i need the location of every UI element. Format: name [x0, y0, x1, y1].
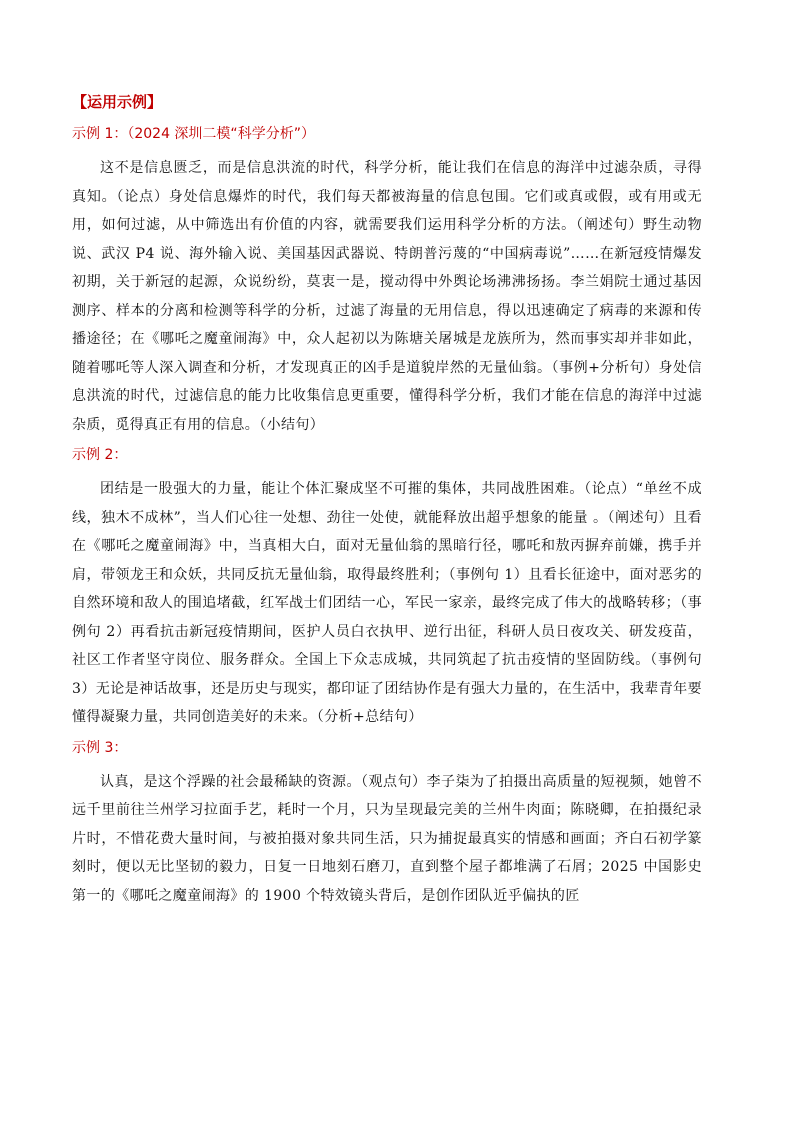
example-2-body: 团结是一股强大的力量，能让个体汇聚成坚不可摧的集体，共同战胜困难。（论点）“单丝不成线，独木不成林”，当人们心往一处想、劲往一处使，就能释放出超乎想象的能量 。（阐述句）且看在《哪吒之魔童闹海》中，当真相大白，面对无量仙翁的黑暗行径，哪吒和敖丙摒弃前嫌，携手并肩，带领龙王和众妖，共同反抗无量仙翁，取得最终胜利；（事例句 1）且看长征途中，面对恶劣的自然环境和敌人的围追堵截，红军战士们团结一心，军民一家亲，最终完成了伟大的战略转移；（事例句 2）再看抗击新冠疫情期间，医护人员白衣执甲、逆行出征，科研人员日夜攻关、研发疫苗，社区工作者坚守岗位、服务群众。全国上下众志成城，共同筑起了抗击疫情的坚固防线。（事例句 3）无论是神话故事，还是历史与现实，都印证了团结协作是有强大力量的，在生活中，我辈青年要懂得凝聚力量，共同创造美好的未来。（分析+总结句）: [72, 481, 702, 725]
example-3-heading: 示例 3：: [72, 739, 128, 756]
example-1-body: 这不是信息匮乏，而是信息洪流的时代，科学分析，能让我们在信息的海洋中过滤杂质，寻得真知。（论点）身处信息爆炸的时代，我们每天都被海量的信息包围。它们或真或假，或有用或无用，如何过滤，从中筛选出有价值的内容，就需要我们运用科学分析的方法。（阐述句）野生动物说、武汉 P4 说、海外输入说、美国基因武器说、特朗普污蔑的“中国病毒说”……在新冠疫情爆发初期，关于新冠的起源，众说纷纷，莫衷一是，搅动得中外舆论场沸沸扬扬。李兰娟院士通过基因测序、样本的分离和检测等科学的分析，过滤了海量的无用信息，得以迅速确定了病毒的来源和传播途径；在《哪吒之魔童闹海》中，众人起初以为陈塘关屠城是龙族所为，然而事实却并非如此，随着哪吒等人深入调查和分析，才发现真正的凶手是道貌岸然的无量仙翁。（事例+分析句）身处信息洪流的时代，过滤信息的能力比收集信息更重要，懂得科学分析，我们才能在信息的海洋中过滤杂质，觅得真正有用的信息。（小结句）: [72, 160, 702, 433]
section-title: 【运用示例】: [72, 93, 163, 111]
example-3-body: 认真，是这个浮躁的社会最稀缺的资源。（观点句）李子柒为了拍摄出高质量的短视频，她曾不远千里前往兰州学习拉面手艺，耗时一个月，只为呈现最完美的兰州牛肉面；陈晓卿，在拍摄纪录片时，不惜花费大量时间，与被拍摄对象共同生活，只为捕捉最真实的情感和画面；齐白石初学篆刻时，便以无比坚韧的毅力，日复一日地刻石磨刀，直到整个屋子都堆满了石屑；2025 中国影史第一的《哪吒之魔童闹海》的 1900 个特效镜头背后，是创作团队近乎偏执的匠: [72, 773, 702, 904]
example-2-heading: 示例 2：: [72, 447, 128, 463]
example-1-heading: 示例 1：（2024 深圳二模“科学分析”）: [72, 126, 315, 142]
